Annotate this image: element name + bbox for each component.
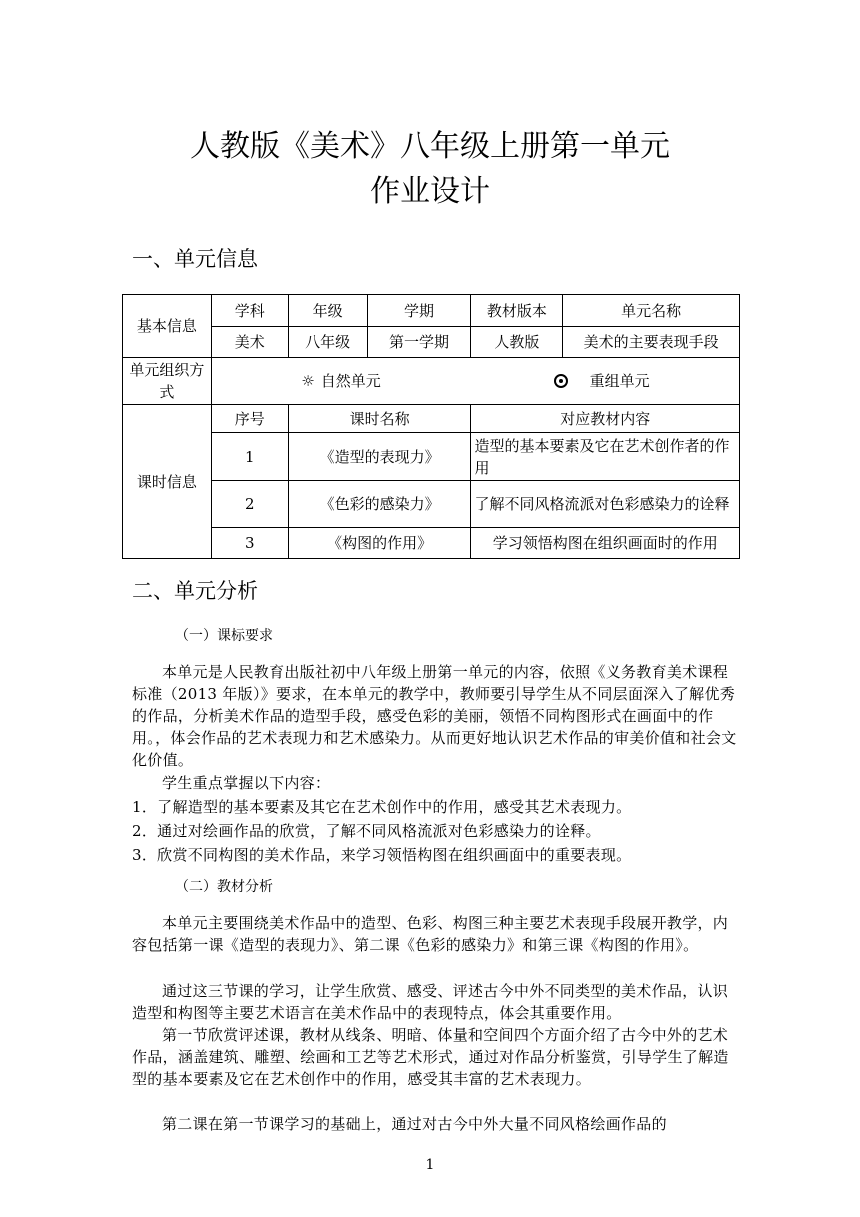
value-term: 第一学期 <box>367 327 471 358</box>
table-row <box>123 481 740 528</box>
list-item: 1．了解造型的基本要素及其它在艺术创作中的作用，感受其艺术表现力。 <box>132 798 632 816</box>
lesson-name: 《色彩的感染力》 <box>288 481 471 528</box>
option-regroup-unit[interactable] <box>554 370 650 392</box>
paragraph-three-lessons <box>132 980 740 1024</box>
option-regroup-label: 重组单元 <box>589 372 650 390</box>
subheading-curriculum: （一）课标要求 <box>175 628 273 644</box>
value-grade: 八年级 <box>288 327 367 358</box>
basic-info-label: 基本信息 <box>123 295 212 358</box>
document-title-line2: 作业设计 <box>370 174 490 209</box>
option-natural-unit[interactable] <box>301 370 380 392</box>
radio-selected-icon <box>554 374 568 388</box>
lesson-content: 了解不同风格流派对色彩感染力的诠释 <box>471 481 740 528</box>
org-method-options <box>211 358 739 405</box>
lesson-name: 《构图的作用》 <box>288 528 471 559</box>
table-row <box>123 433 740 481</box>
header-subject: 学科 <box>211 295 288 327</box>
lesson-content: 学习领悟构图在组织画面时的作用 <box>471 528 740 559</box>
value-unit-name: 美术的主要表现手段 <box>563 327 740 358</box>
value-subject: 美术 <box>211 327 288 358</box>
paragraph-textbook <box>132 912 740 956</box>
unit-info-table <box>122 294 740 559</box>
header-grade: 年级 <box>288 295 367 327</box>
header-unit-name: 单元名称 <box>563 295 740 327</box>
paragraph-lesson-one <box>132 1024 740 1090</box>
lesson-header-name: 课时名称 <box>288 405 471 433</box>
lesson-info-label: 课时信息 <box>123 405 212 559</box>
section-heading-unit-analysis: 二、单元分析 <box>132 579 258 603</box>
lesson-name: 《造型的表现力》 <box>288 433 471 481</box>
section-heading-unit-info: 一、单元信息 <box>132 247 258 271</box>
lesson-header-content: 对应教材内容 <box>471 405 740 433</box>
lesson-content: 造型的基本要素及它在艺术创作者的作用 <box>471 433 740 481</box>
paragraph-lesson-two <box>132 1113 740 1135</box>
document-title-line1: 人教版《美术》八年级上册第一单元 <box>190 129 670 164</box>
value-edition: 人教版 <box>471 327 563 358</box>
paragraph-text: 通过这三节课的学习，让学生欣赏、感受、评述古今中外不同类型的美术作品，认识造型和构图等主要艺术语言在美术作品中的表现特点，体会其重要作用。 <box>132 982 729 1022</box>
lesson-no: 1 <box>211 433 288 481</box>
paragraph-text: 学生重点掌握以下内容： <box>162 774 331 792</box>
header-term: 学期 <box>367 295 471 327</box>
sun-icon: ☼ <box>301 372 315 390</box>
paragraph-text: 第一节欣赏评述课，教材从线条、明暗、体量和空间四个方面介绍了古今中外的艺术作品，涵盖建筑、雕塑、绘画和工艺等艺术形式，通过对作品分析鉴赏，引导学生了解造型的基本要素及它在艺术创作中的作用，感受其丰富的艺术表现力。 <box>132 1026 729 1088</box>
list-item: 3．欣赏不同构图的美术作品，来学习领悟构图在组织画面中的重要表现。 <box>132 846 632 864</box>
page-number: 1 <box>425 1157 435 1173</box>
lesson-no: 3 <box>211 528 288 559</box>
lesson-header-no: 序号 <box>211 405 288 433</box>
subheading-textbook-analysis: （二）教材分析 <box>175 879 273 895</box>
list-item: 2．通过对绘画作品的欣赏，了解不同风格流派对色彩感染力的诠释。 <box>132 822 601 840</box>
paragraph-text: 本单元主要围绕美术作品中的造型、色彩、构图三种主要艺术表现手段展开教学，内容包括第一课《造型的表现力》、第二课《色彩的感染力》和第三课《构图的作用》。 <box>132 914 729 954</box>
org-method-label: 单元组织方式 <box>123 358 212 405</box>
option-natural-label: 自然单元 <box>320 372 381 390</box>
paragraph-curriculum <box>132 661 740 771</box>
paragraph-text: 本单元是人民教育出版社初中八年级上册第一单元的内容，依照《义务教育美术课程标准（2013 年版）》要求，在本单元的教学中，教师要引导学生从不同层面深入了解优秀的作品，分析美术作品的造型手段，感受色彩的美丽，领悟不同构图形式在画面中的作用。，体会作品的艺术表现力和艺术感染力。从而更好地认识艺术作品的审美价值和社会文化价值。 <box>132 663 737 769</box>
lesson-no: 2 <box>211 481 288 528</box>
paragraph-text: 第二课在第一节课学习的基础上，通过对古今中外大量不同风格绘画作品的 <box>162 1115 667 1133</box>
header-edition: 教材版本 <box>471 295 563 327</box>
paragraph-key-points <box>132 772 740 794</box>
table-row <box>123 528 740 559</box>
